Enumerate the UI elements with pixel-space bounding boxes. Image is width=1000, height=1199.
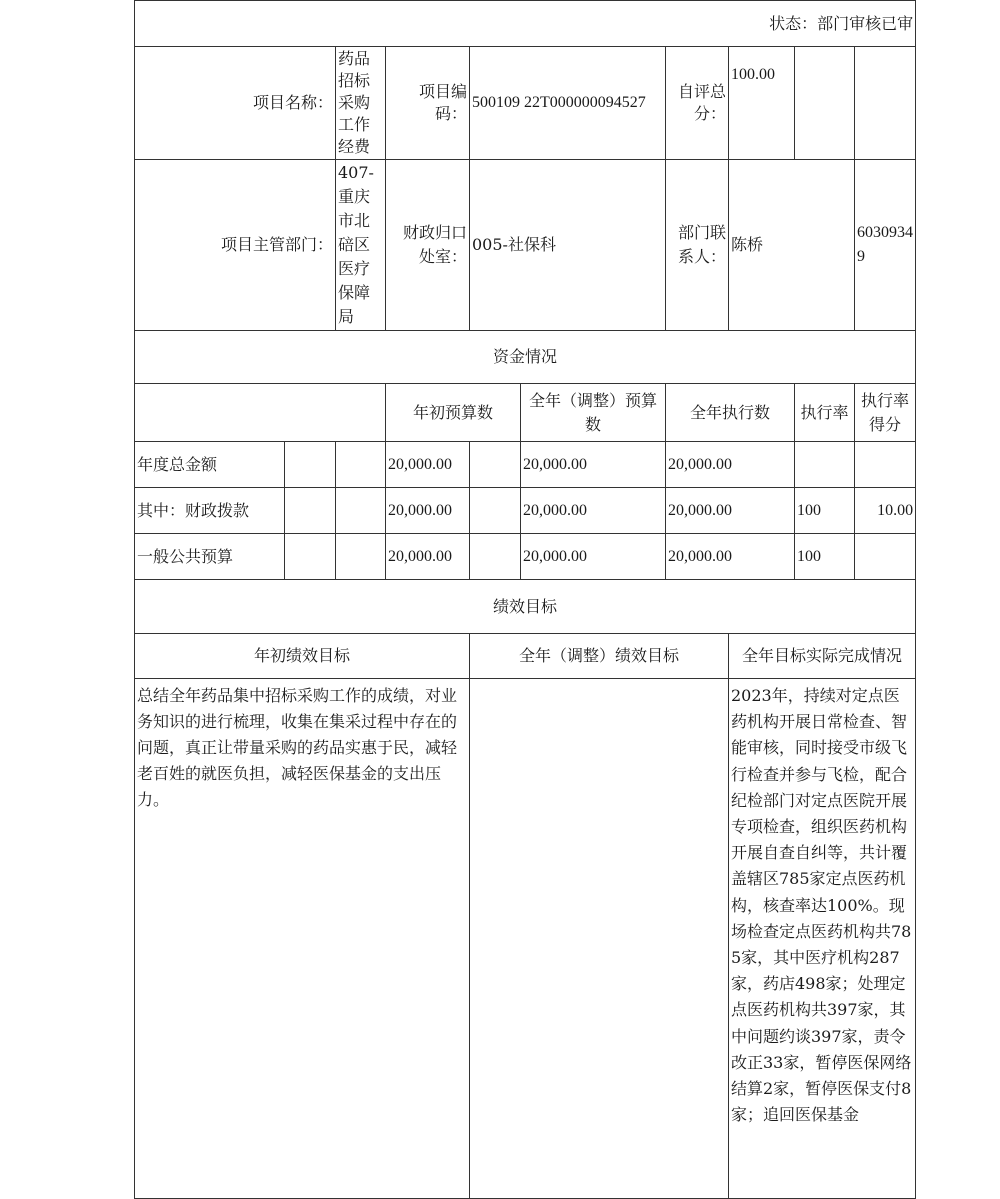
header-adjusted-budget: 全年（调整）预算数 (521, 384, 666, 442)
funds-header-blank (135, 384, 386, 442)
funds-row-score (855, 442, 916, 488)
finance-office-label: 财政归口处室： (386, 160, 470, 331)
empty-cell (285, 488, 336, 534)
empty-cell (795, 47, 855, 160)
header-exec-rate-score-text: 执行率得分 (861, 390, 910, 434)
funds-row-label: 其中：财政拨款 (135, 488, 285, 534)
self-score-label: 自评总分： (666, 47, 729, 160)
performance-section-title: 绩效目标 (135, 580, 916, 634)
empty-cell (285, 442, 336, 488)
funds-row-adjusted: 20,000.00 (521, 488, 666, 534)
empty-cell (470, 442, 521, 488)
funds-row-label: 一般公共预算 (135, 534, 285, 580)
funds-row-label: 年度总金额 (135, 442, 285, 488)
empty-cell (285, 534, 336, 580)
funds-row-weight-score (855, 488, 916, 534)
empty-cell (470, 488, 521, 534)
funds-section-title: 资金情况 (135, 331, 916, 384)
empty-cell (336, 534, 386, 580)
funds-row-rate: 100 (795, 534, 855, 580)
funds-row-score: 10.00 (877, 501, 914, 519)
empty-cell (855, 47, 916, 160)
header-initial-goal: 年初绩效目标 (135, 634, 470, 679)
header-exec-rate: 执行率 (795, 384, 855, 442)
funds-row-initial: 20,000.00 (386, 534, 470, 580)
contact-value: 陈桥 (729, 160, 855, 331)
header-actual: 全年目标实际完成情况 (729, 634, 916, 679)
empty-cell (336, 442, 386, 488)
project-code-value: 500109 22T000000094527 (470, 47, 666, 160)
funds-row-executed: 20,000.00 (666, 442, 795, 488)
header-initial-budget: 年初预算数 (386, 384, 521, 442)
status-text: 状态：部门审核已审 (135, 1, 916, 47)
empty-cell (336, 488, 386, 534)
project-name-label: 项目名称： (135, 47, 336, 160)
phone-value-cell (855, 160, 916, 331)
evaluation-table (134, 0, 916, 1199)
header-exec-rate-score (855, 384, 916, 442)
self-score-value: 100.00 (729, 47, 795, 160)
evaluation-sheet (134, 0, 915, 1199)
funds-row-score (855, 534, 916, 580)
department-label: 项目主管部门： (135, 160, 336, 331)
funds-row-adjusted: 20,000.00 (521, 442, 666, 488)
department-value: 407-重庆市北碚区医疗保障局 (336, 160, 386, 331)
finance-office-value: 005-社保科 (470, 160, 666, 331)
actual-text: 2023年，持续对定点医药机构开展日常检查、智能审核，同时接受市级飞行检查并参与飞检，配合纪检部门对定点医院开展专项检查，组织医药机构开展自查自纠等，共计覆盖辖区785家定点医药机构，核查率达100%。现场检查定点医药机构共785家，其中医疗机构287家，药店498家；处理定点医药机构共397家，其中问题约谈397家，责令改正33家，暂停医保网络结算2家，暂停医保支付8家；追回医保基金 (729, 679, 916, 1199)
funds-row-adjusted: 20,000.00 (521, 534, 666, 580)
adjusted-goal-text (470, 679, 729, 1199)
contact-label: 部门联系人： (666, 160, 729, 331)
project-code-label: 项目编码： (386, 47, 470, 160)
initial-goal-text: 总结全年药品集中招标采购工作的成绩，对业务知识的进行梳理，收集在集采过程中存在的问题，真正让带量采购的药品实惠于民，减轻老百姓的就医负担，减轻医保基金的支出压力。 (135, 679, 470, 1199)
header-adjusted-goal: 全年（调整）绩效目标 (470, 634, 729, 679)
funds-row-initial: 20,000.00 (386, 488, 470, 534)
project-name-value: 药品招标采购工作经费 (336, 47, 386, 160)
header-executed: 全年执行数 (666, 384, 795, 442)
funds-row-executed: 20,000.00 (666, 534, 795, 580)
funds-row-initial: 20,000.00 (386, 442, 470, 488)
funds-row-executed: 20,000.00 (666, 488, 795, 534)
funds-row-rate: 100 (795, 488, 855, 534)
empty-cell (470, 534, 521, 580)
funds-row-rate (795, 442, 855, 488)
phone-value: 60309349 (857, 224, 913, 265)
